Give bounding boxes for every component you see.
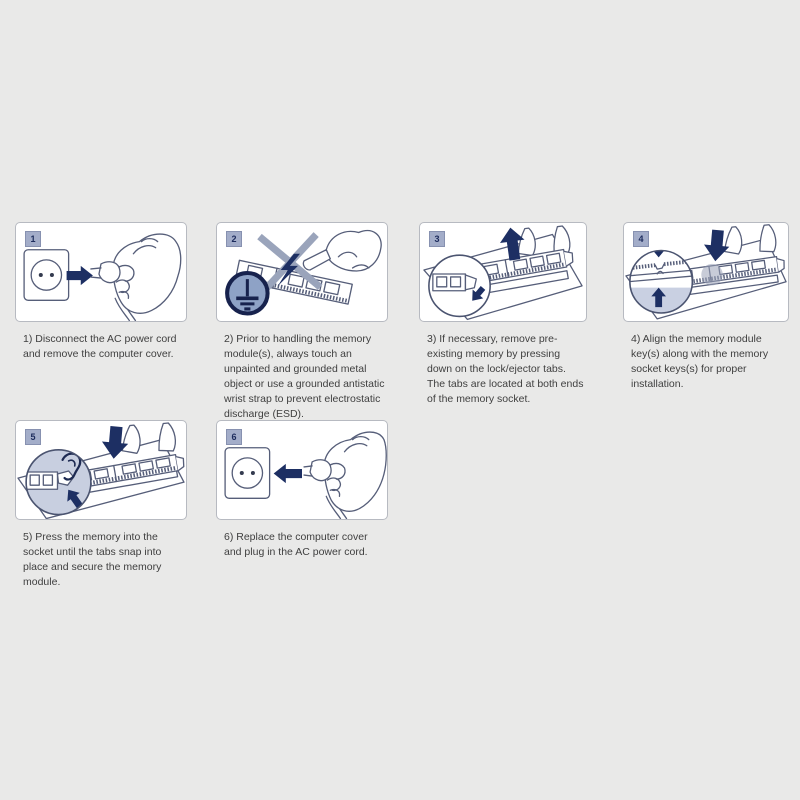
step-3-illustration-box xyxy=(419,222,587,322)
step-number-badge: 3 xyxy=(429,231,445,247)
esd-warning-illustration xyxy=(217,223,387,321)
power-outlet-illustration xyxy=(24,250,69,301)
step-6-caption: 6) Replace the computer cover and plug in the AC power cord. xyxy=(224,531,368,558)
hand-illustration xyxy=(324,432,386,511)
step-3-caption: 3) If necessary, remove pre-existing memory by pressing down on the lock/ejector tabs. The tabs are located at both ends of the memory socket. xyxy=(427,333,584,405)
step-number-badge: 2 xyxy=(226,231,242,247)
step-2-caption: 2) Prior to handling the memory module(s), always touch an unpainted and grounded metal object or use a grounded antistatic wrist strap to prevent electrostatic discharge (ESD). xyxy=(224,333,385,420)
step-5-illustration-box xyxy=(15,420,187,520)
ground-symbol-icon xyxy=(227,273,267,313)
power-plug-illustration xyxy=(304,460,331,481)
step-number-badge: 6 xyxy=(226,429,242,445)
step-panel-4 xyxy=(623,222,787,392)
unplug-power-cord-illustration xyxy=(16,223,186,321)
step-1-illustration-box xyxy=(15,222,187,322)
step-number-badge: 1 xyxy=(25,231,41,247)
press-memory-illustration xyxy=(16,421,186,519)
plug-in-power-cord-illustration xyxy=(217,421,387,519)
hand-illustration xyxy=(113,234,181,313)
step-panel-3 xyxy=(419,222,585,407)
step-4-illustration-box xyxy=(623,222,789,322)
step-5-caption: 5) Press the memory into the socket until the tabs snap into place and secure the memory module. xyxy=(23,531,162,588)
arrow-right-icon xyxy=(67,266,93,285)
step-panel-6 xyxy=(216,420,386,560)
power-plug-illustration xyxy=(91,262,120,283)
step-1-caption: 1) Disconnect the AC power cord and remove the computer cover. xyxy=(23,333,177,360)
step-panel-5 xyxy=(15,420,185,590)
power-outlet-illustration xyxy=(225,448,270,499)
step-4-caption: 4) Align the memory module key(s) along with the memory socket keys(s) for proper installation. xyxy=(631,333,769,390)
step-panel-1 xyxy=(15,222,185,362)
step-panel-2 xyxy=(216,222,386,422)
step-2-illustration-box xyxy=(216,222,388,322)
step-number-badge: 5 xyxy=(25,429,41,445)
magnifier-detail-circle xyxy=(429,255,490,316)
step-number-badge: 4 xyxy=(633,231,649,247)
step-6-illustration-box xyxy=(216,420,388,520)
arrow-left-icon xyxy=(274,464,302,483)
